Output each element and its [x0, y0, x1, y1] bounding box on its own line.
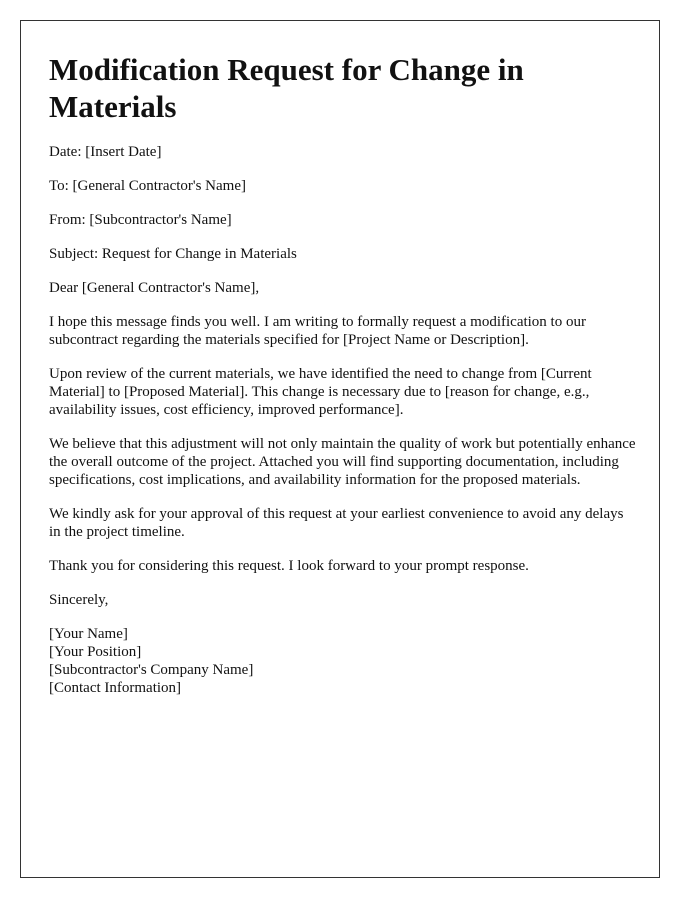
from-line: From: [Subcontractor's Name] [49, 212, 232, 228]
body-paragraph-materials: Upon review of the current materials, we have identified the need to change from [Current Material] to [Proposed Material]. This change is necessary due to [reason for change, e.g., availability issues, cost efficiency, improved performance]. [49, 366, 592, 418]
signature-contact: [Contact Information] [49, 680, 182, 696]
signature-name: [Your Name] [49, 626, 128, 642]
salutation: Dear [General Contractor's Name], [49, 280, 260, 296]
letter-content [49, 51, 637, 697]
signature-block [49, 625, 637, 697]
signature-position: [Your Position] [49, 644, 142, 660]
body-paragraph-justification: We believe that this adjustment will not only maintain the quality of work but potentially enhance the overall outcome of the project. Attached you will find supporting documentation, including specifications, cost implications, and availability information for the proposed materials. [49, 436, 636, 488]
body-paragraph-approval: We kindly ask for your approval of this request at your earliest convenience to avoid any delays in the project timeline. [49, 506, 624, 540]
closing: Sincerely, [49, 592, 109, 608]
body-paragraph-thanks: Thank you for considering this request. I look forward to your prompt response. [49, 558, 529, 574]
date-line: Date: [Insert Date] [49, 144, 162, 160]
to-line: To: [General Contractor's Name] [49, 178, 246, 194]
subject-line: Subject: Request for Change in Materials [49, 246, 297, 262]
letter-title: Modification Request for Change in Materials [49, 52, 524, 124]
signature-company: [Subcontractor's Company Name] [49, 662, 254, 678]
letter-page [20, 20, 660, 878]
body-paragraph-intro: I hope this message finds you well. I am writing to formally request a modification to our subcontract regarding the materials specified for [Project Name or Description]. [49, 314, 586, 348]
